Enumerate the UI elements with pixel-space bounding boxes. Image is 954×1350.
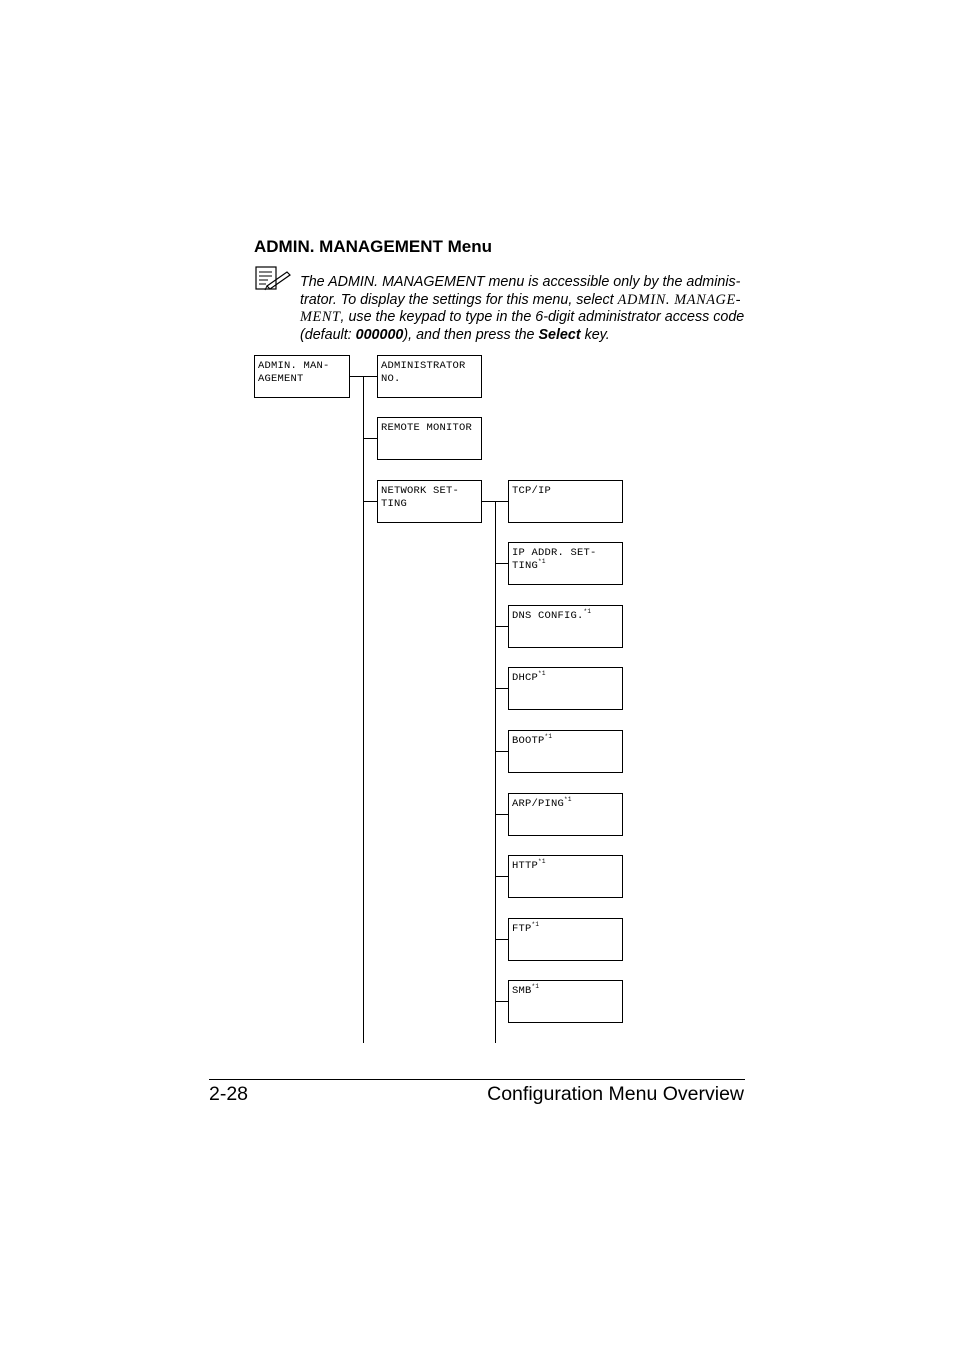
connector-http [495,876,508,877]
menu-box-dns-config: DNS CONFIG.$^{*1}$ [508,605,623,648]
note-pencil-icon [255,266,291,292]
connector-dhcp [495,688,508,689]
connector-ip-addr [495,563,508,564]
menu-box-administrator-no: ADMINISTRATOR NO. [377,355,482,398]
menu-box-admin-management: ADMIN. MAN- AGEMENT [254,355,350,398]
menu-box-remote-monitor: REMOTE MONITOR [377,417,482,460]
connector-smb [495,1001,508,1002]
menu-box-network-setting: NETWORK SET- TING [377,480,482,523]
footer-rule [209,1079,745,1080]
connector-dns [495,626,508,627]
footer-chapter-title: Configuration Menu Overview [487,1083,744,1105]
menu-box-tcp-ip: TCP/IP [508,480,623,523]
connector-remote-monitor [363,438,377,439]
menu-box-ftp: FTP$^{*1}$ [508,918,623,961]
menu-box-dhcp: DHCP$^{*1}$ [508,667,623,710]
menu-box-bootp: BOOTP$^{*1}$ [508,730,623,773]
trunk-network-children [495,501,496,1043]
connector-bootp [495,751,508,752]
menu-box-http: HTTP$^{*1}$ [508,855,623,898]
page-number: 2-28 [209,1083,249,1105]
admin-note-text: The ADMIN. MANAGEMENT menu is accessible only by the adminis-trator. To display the settings for this menu, select ADMIN. MANAGE-MENT, use the keypad to type in the 6-digit administrator access code (default: 000000), and then press the Select key. [300,274,745,343]
connector-network-setting [363,501,377,502]
menu-box-smb: SMB$^{*1}$ [508,980,623,1023]
section-heading: ADMIN. MANAGEMENT Menu [254,237,492,256]
select-key-label: Select [538,326,581,343]
connector-arp-ping [495,814,508,815]
connector-ftp [495,939,508,940]
menu-box-arp-ping: ARP/PING$^{*1}$ [508,793,623,836]
default-code: 000000 [355,326,404,343]
menu-path-code: ADMIN. MANAGE-MENT [300,291,742,325]
menu-box-ip-addr-setting: IP ADDR. SET- TING$^{*1}$ [508,542,623,585]
trunk-level1 [363,376,364,1043]
